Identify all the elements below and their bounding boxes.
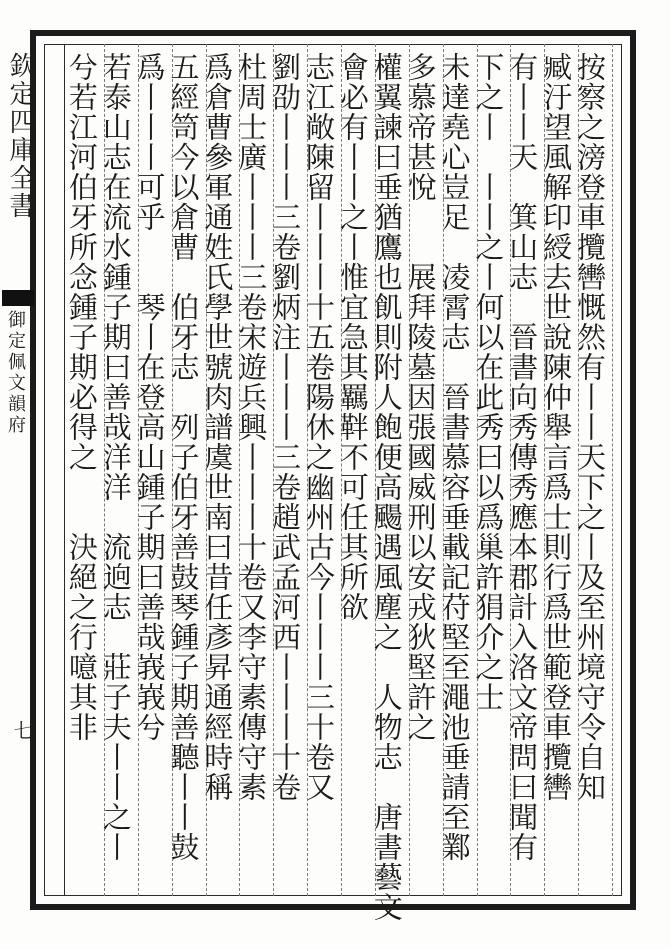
- column-rule: [239, 44, 240, 896]
- text-column: 會必有丨丨之丨惟宜急其羈靽不可任其所欲: [335, 52, 370, 622]
- margin-subtitle: 御定佩文韻府: [5, 310, 26, 436]
- column-rule: [375, 44, 376, 896]
- column-rule: [341, 44, 342, 896]
- text-column: 杜周士廣丨丨丨三卷宋遊兵興丨丨丨十卷又李守素傳守素: [234, 52, 269, 802]
- text-column: 兮若江河伯牙所念鍾子期必得之 決絕之行噫其非: [64, 52, 99, 742]
- column-rule: [477, 44, 478, 896]
- column-rule: [544, 44, 545, 896]
- column-rule: [409, 44, 410, 896]
- column-rule: [206, 44, 207, 896]
- column-rule: [612, 44, 613, 896]
- text-column: 按察之滂登車攬轡慨然有丨丨天下之丨及至州境守令自知: [573, 52, 607, 802]
- text-column: 權翼諫曰垂猶鷹也飢則附人飽便高颺遇風塵之 人物志 唐書藝文: [369, 52, 404, 922]
- text-column: 有丨丨天 箕山志 晉書向秀傳秀應本郡計入洛文帝問曰聞有: [505, 52, 540, 862]
- column-rule: [104, 44, 105, 896]
- fishtail-mark: [2, 290, 34, 306]
- text-column: 爲倉曹參軍通姓氏學世號肉譜虞世南曰昔任彥昇通經時稱: [200, 52, 235, 802]
- text-column: 五經笥今以倉曹 伯牙志 列子伯牙善鼓琴鍾子期善聽丨丨鼓: [166, 52, 201, 862]
- column-rule: [172, 44, 173, 896]
- text-column: 多慕帝甚悅 展拜陵墓因張國威刑以安戎狄堅許之: [403, 52, 438, 742]
- text-column: 劉劭丨丨丨三卷劉炳注丨丨丨三卷趙武孟河西丨丨丨十卷: [268, 52, 303, 802]
- text-column: 下之丨 丨丨之丨何以在此秀曰以爲巢許狷介之士: [471, 52, 506, 712]
- text-column: 未達堯心豈足 凌霄志 晉書慕容垂載記苻堅至澠池垂請至鄴: [437, 52, 472, 862]
- column-rule: [578, 44, 579, 896]
- column-rule: [307, 44, 308, 896]
- margin-title: 欽定四庫全書: [5, 52, 35, 220]
- column-rule: [510, 44, 511, 896]
- page-number: 七: [10, 720, 34, 740]
- text-column: 臧汙望風解印綬去世說陳仲舉言爲士則行爲世範登車攬轡: [539, 52, 574, 802]
- text-column: 若泰山志在流水鍾子期曰善哉洋洋 流逈志 莊子夫丨丨之丨: [98, 52, 133, 862]
- text-column: 志江敞陳留丨丨丨十五卷陽休之幽州古今丨丨丨三十卷又: [302, 52, 336, 802]
- column-rule: [138, 44, 139, 896]
- text-column: 爲丨丨丨可乎 琴丨在登高山鍾子期曰善哉峩峩兮: [132, 52, 167, 742]
- column-rule: [443, 44, 444, 896]
- column-rule: [273, 44, 274, 896]
